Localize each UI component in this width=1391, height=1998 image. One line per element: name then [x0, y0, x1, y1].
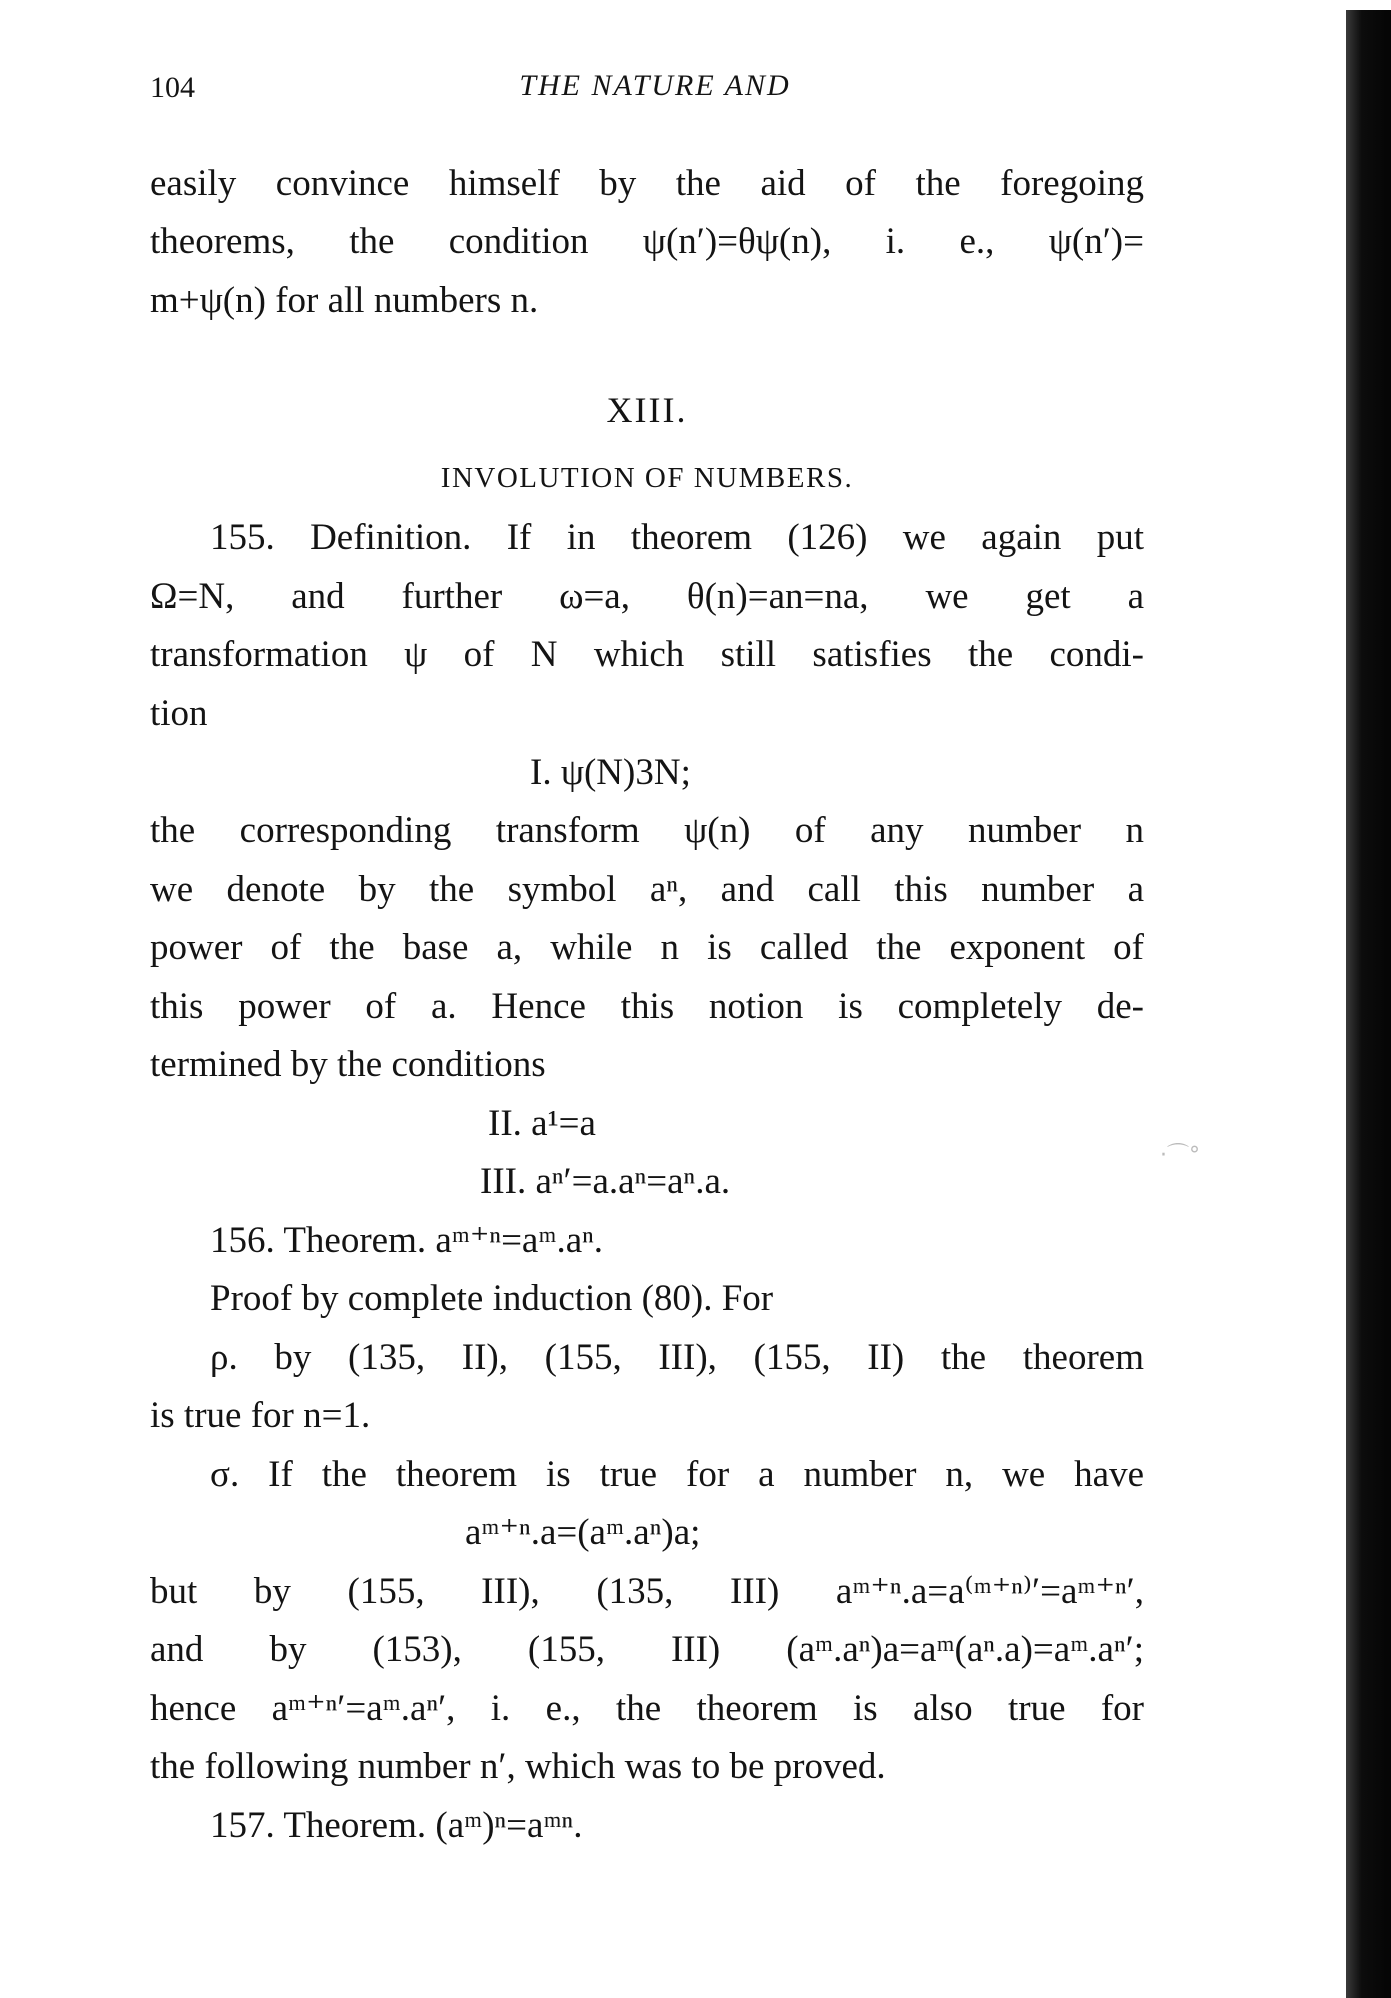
text-line: this power of a. Hence this notion is completely de- — [150, 986, 1144, 1027]
formula-line: II. a¹=a — [488, 1103, 596, 1144]
text-line: the following number n′, which was to be proved. — [150, 1746, 886, 1787]
text-line: termined by the conditions — [150, 1044, 546, 1085]
text-line: theorems, the condition ψ(n′)=θψ(n), i. e., ψ(n′)= — [150, 221, 1144, 262]
text-line: 157. Theorem. (aᵐ)ⁿ=aᵐⁿ. — [210, 1805, 583, 1846]
text-line: m+ψ(n) for all numbers n. — [150, 280, 539, 321]
formula-line: III. aⁿ′=a.aⁿ=aⁿ.a. — [480, 1161, 731, 1202]
text-line: hence aᵐ⁺ⁿ′=aᵐ.aⁿ′, i. e., the theorem is also true for — [150, 1688, 1144, 1729]
text-line: we denote by the symbol aⁿ, and call this number a — [150, 869, 1144, 910]
text-line: Ω=N, and further ω=a, θ(n)=an=na, we get a — [150, 576, 1144, 617]
page-number: 104 — [150, 71, 195, 104]
text-line: is true for n=1. — [150, 1395, 371, 1436]
text-line: but by (155, III), (135, III) aᵐ⁺ⁿ.a=a⁽ᵐ⁺ⁿ⁾′=aᵐ⁺ⁿ′, — [150, 1571, 1144, 1612]
text-line: 155. Definition. If in theorem (126) we again put — [210, 517, 1144, 558]
text-line: transformation ψ of N which still satisfies the condi- — [150, 634, 1144, 675]
text-line: Proof by complete induction (80). For — [210, 1278, 774, 1319]
section-title: INVOLUTION OF NUMBERS. — [440, 462, 854, 494]
text-line: power of the base a, while n is called the exponent of — [150, 927, 1144, 968]
text-line: σ. If the theorem is true for a number n, we have — [210, 1454, 1144, 1495]
text-line: 156. Theorem. aᵐ⁺ⁿ=aᵐ.aⁿ. — [210, 1220, 604, 1261]
text-line: the corresponding transform ψ(n) of any number n — [150, 810, 1144, 851]
text-line: ρ. by (135, II), (155, III), (155, II) the theorem — [210, 1337, 1144, 1378]
formula-line: aᵐ⁺ⁿ.a=(aᵐ.aⁿ)a; — [465, 1512, 701, 1553]
section-number: XIII. — [606, 390, 688, 430]
binding-edge-shadow — [1346, 10, 1391, 1998]
text-line: tion — [150, 693, 208, 734]
text-line: easily convince himself by the aid of the foregoing — [150, 163, 1144, 204]
formula-line: I. ψ(N)3N; — [530, 752, 691, 793]
text-line: and by (153), (155, III) (aᵐ.aⁿ)a=aᵐ(aⁿ.a)=aᵐ.aⁿ′; — [150, 1629, 1144, 1670]
scan-smudge: ·⌒° — [1160, 1143, 1200, 1168]
running-title: THE NATURE AND — [519, 69, 791, 102]
